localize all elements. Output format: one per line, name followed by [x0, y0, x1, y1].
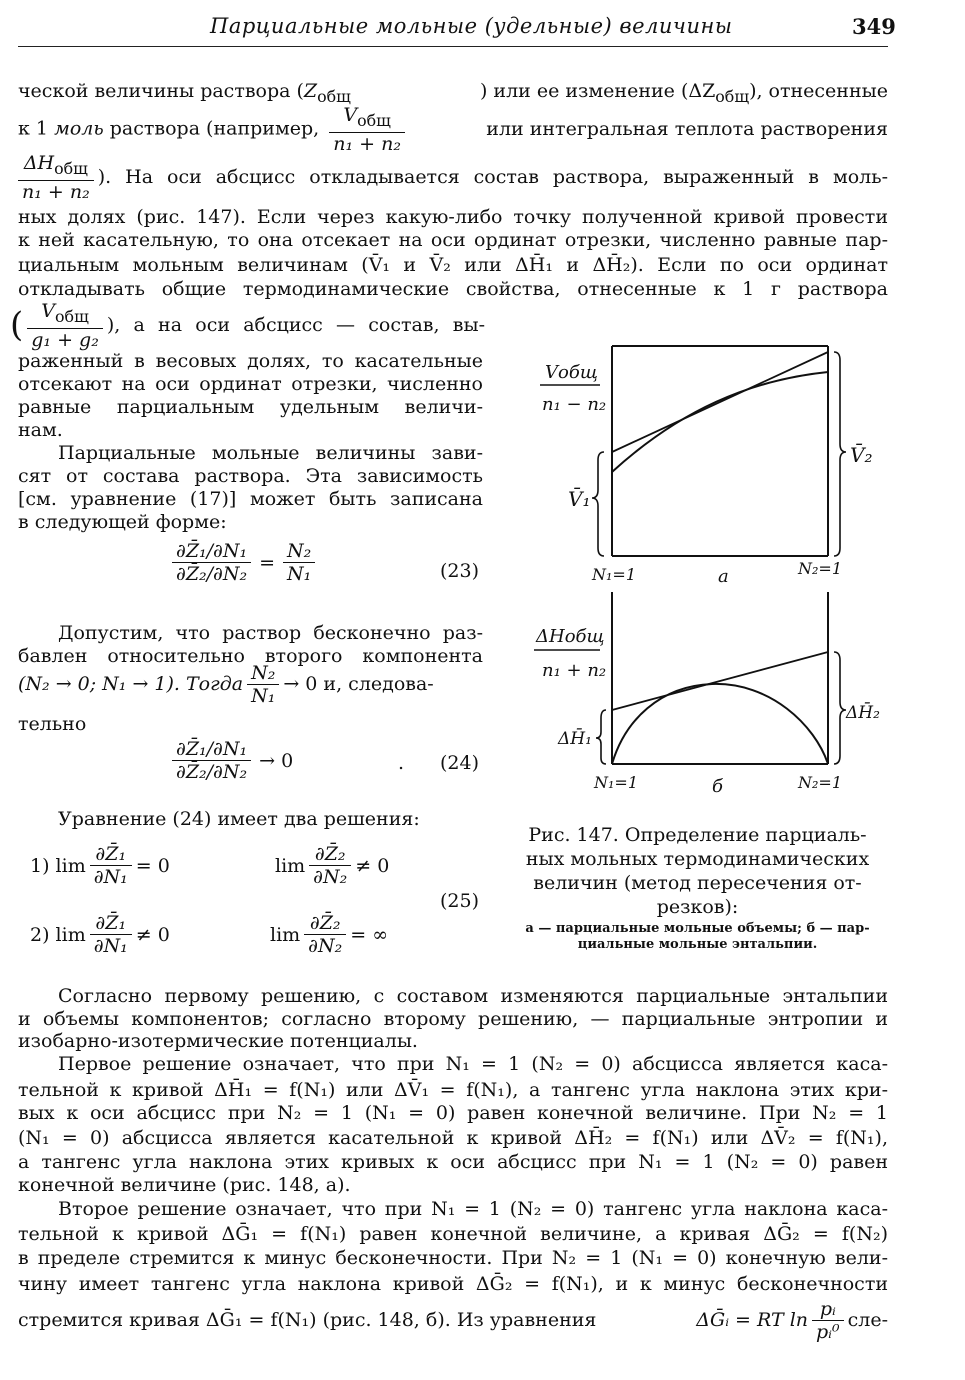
para5-line-2: и объемы компонентов; согласно второму решению, — парциальные энтропии и — [18, 1008, 888, 1030]
fig-a-v1-label: V̄₁ — [568, 487, 591, 511]
para7-line-3: в пределе стремится к минус бесконечности. При N₂ = 1 (N₁ = 0) конечную вели- — [18, 1247, 888, 1269]
para2-line-3: [см. уравнение (17)] может быть записана — [18, 488, 483, 510]
fig-a-n1-label: N₁=1 — [592, 565, 636, 584]
equation-24: $\frac{\text{∂Z̄₁/∂N₁}}{\text{∂Z̄₂/∂N₂}}$ → 0 — [168, 738, 293, 783]
caption-line-3: величин (метод пересечения от- — [533, 872, 862, 894]
para5-line-3: изобарно-изотермические потенциалы. — [18, 1030, 418, 1052]
para2-line-2: сят от состава раствора. Эта зависимость — [18, 465, 483, 487]
subcaption-line-1: а — парциальные мольные объемы; б — пар- — [525, 921, 870, 936]
intro-line-1-text: ческой величины раствора ($Z_{общ}$ — [18, 80, 351, 106]
fig-b-brace-h2 — [834, 652, 846, 764]
fig-a-tangent — [612, 352, 828, 452]
para6-line-1: Первое решение означает, что при N₁ = 1 (N₂ = 0) абсцисса является каса- — [58, 1053, 888, 1075]
para6-line-2: тельной к кривой ΔH̄₁ = f(N₁) или ΔV̄₁ = f(N₁), а тангенс угла наклона этих кри- — [18, 1079, 888, 1101]
para2-line-4: в следующей форме: — [18, 511, 227, 533]
caption-line-4: резков): — [656, 896, 739, 918]
intro-line-4: ных долях (рис. 147). Если через какую-либо точку полученной кривой провести — [18, 206, 888, 228]
fig-b-ylabel-den: n₁ + n₂ — [542, 660, 607, 681]
fig-b-h2-label: ΔH̄₂ — [846, 703, 880, 723]
figure-147b — [596, 592, 846, 764]
header-rule — [18, 46, 888, 47]
subcaption-line-2: циальные мольные энтальпии. — [577, 937, 818, 952]
fig-a-curve — [612, 372, 828, 472]
intro-line-9: раженный в весовых долях, то касательные — [18, 350, 483, 372]
intro-line-2: к 1 моль раствора (например, $\frac{V_{общ}}{\text{n₁ + n₂}}$ или интегральная теплота растворения — [18, 104, 888, 155]
para7-line-4: чину имеет тангенс угла наклона кривой ΔḠ₂ = f(N₁), и к минус бесконечности — [18, 1273, 888, 1295]
intro-line-12: нам. — [18, 419, 63, 441]
fraction-dh-n1n2: $\frac{\Delta H_{общ}}{\text{n₁ + n₂}}$ — [18, 152, 94, 203]
fig-a-brace-v2 — [834, 352, 846, 556]
equation-23: $\frac{\text{∂Z̄₁/∂N₁}}{\text{∂Z̄₂/∂N₂}}$ = $\frac{\text{N₂}}{\text{N₁}}$ — [168, 540, 319, 585]
caption-line-1: Рис. 147. Определение парциаль- — [528, 824, 867, 846]
intro-line-8: ( $\frac{V_{общ}}{\text{g₁ + g₂}}$ ), а на оси абсцисс — состав, вы- — [10, 300, 485, 351]
equation-25-row-1a: 1) lim $\frac{\text{∂Z̄₁}}{\text{∂N₁}}$ = 0 — [30, 843, 170, 888]
intro-line-5: к ней касательную, то она отсекает на оси ординат отрезки, численно равные пар- — [18, 229, 888, 251]
para6-line-5: а тангенс угла наклона этих кривых к оси абсцисс при N₁ = 1 (N₂ = 0) равен — [18, 1151, 888, 1173]
figure-147a — [592, 346, 846, 556]
caption-line-2: ных мольных термодинамических — [525, 848, 870, 870]
fig-a-letter: a — [718, 566, 729, 587]
figure-subcaption — [505, 921, 890, 953]
para3-line-1: Допустим, что раствор бесконечно раз- — [58, 622, 483, 644]
intro-line-6: циальным мольным величинам (V̄₁ и V̄₂ или ΔH̄₁ и ΔH̄₂). Если по оси ординат — [18, 254, 888, 276]
fig-b-brace-h1 — [596, 710, 606, 764]
para5-line-1: Согласно первому решению, с составом изменяются парциальные энтальпии — [58, 985, 888, 1007]
intro-line-1b: ) или ее изменение (ΔZ — [479, 80, 716, 102]
equation-24-label: (24) — [440, 752, 480, 774]
fig-a-brace-v1 — [592, 452, 604, 556]
equation-25-label: (25) — [440, 890, 480, 912]
page-number: 349 — [852, 14, 896, 39]
fig-b-n2-label: N₂=1 — [798, 773, 842, 792]
para7-line-2: тельной к кривой ΔḠ₁ = f(N₁) равен конечной величине, а кривая ΔḠ₂ = f(N₂) — [18, 1223, 888, 1245]
fig-b-n1-label: N₁=1 — [594, 773, 638, 792]
intro-line-3: $\frac{\Delta H_{общ}}{\text{n₁ + n₂}}$ ). На оси абсцисс откладывается состав раствора, выраженный в моль- — [18, 152, 888, 203]
intro-line-1: ческой величины раствора ($Z_{общ}$ ) или ее изменение $(\Delta Z_{общ})$, отнесенные — [18, 80, 888, 106]
para4-line-1: Уравнение (24) имеет два решения: — [58, 808, 420, 830]
intro-line-10: отсекают на оси ординат отрезки, численно — [18, 373, 483, 395]
para6-line-6: конечной величине (рис. 148, а). — [18, 1174, 351, 1196]
para3-line-3: (N₂ → 0; N₁ → 1). Тогда $\frac{\text{N₂}}{\text{N₁}}$ → 0 и, следова- — [18, 662, 434, 707]
fraction-vobsh-n1n2: $\frac{V_{общ}}{\text{n₁ + n₂}}$ — [329, 104, 405, 155]
equation-25-row-2b: lim $\frac{\text{∂Z̄₂}}{\text{∂N₂}}$ = ∞ — [270, 912, 389, 957]
para2-line-1: Парциальные мольные величины зави- — [58, 442, 483, 464]
fig-a-ylabel-den: n₁ − n₂ — [542, 394, 607, 415]
running-header-title: Парциальные мольные (удельные) величины — [210, 14, 733, 38]
fig-a-n2-label: N₂=1 — [798, 559, 842, 578]
fig-b-curve — [612, 684, 828, 764]
fig-b-h1-label: ΔH̄₁ — [558, 729, 592, 749]
para6-line-4: (N₁ = 0) абсцисса является касательной к кривой ΔH̄₂ = f(N₁) или ΔV̄₂ = f(N₁), — [18, 1127, 888, 1149]
para3-line-4: тельно — [18, 713, 87, 735]
fig-b-letter: б — [712, 776, 723, 797]
figure-caption — [505, 823, 890, 919]
figure-147 — [500, 330, 900, 820]
para6-line-3: вых к оси абсцисс при N₂ = 1 (N₁ = 0) равен конечной величине. При N₂ = 1 — [18, 1102, 888, 1124]
para7-line-5: стремится кривая ΔḠ₁ = f(N₁) (рис. 148, б). Из уравнения ΔḠᵢ = RT ln $\frac{\text{pᵢ}}{\text{pᵢ⁰}}$ сле- — [18, 1298, 888, 1343]
intro-line-7: откладывать общие термодинамические свойства, отнесенные к 1 г раствора — [18, 278, 888, 300]
equation-23-label: (23) — [440, 560, 480, 582]
intro-line-11: равные парциальным удельным величи- — [18, 396, 483, 418]
equation-24-dot: . — [398, 752, 405, 774]
fig-b-ylabel-num: ΔHобщ — [536, 626, 605, 647]
fig-b-tangent — [612, 652, 828, 710]
fig-a-ylabel-num: Vобщ — [545, 362, 598, 383]
fraction-vobsh-g1g2: $\frac{V_{общ}}{\text{g₁ + g₂}}$ — [27, 300, 103, 351]
para7-line-1: Второе решение означает, что при N₁ = 1 (N₂ = 0) тангенс угла наклона каса- — [58, 1198, 888, 1220]
figure-147a-labels — [540, 362, 872, 587]
fig-a-v2-label: V̄₂ — [850, 443, 873, 467]
para3-line-2: бавлен относительно второго компонента — [18, 645, 483, 667]
equation-25-row-2a: 2) lim $\frac{\text{∂Z̄₁}}{\text{∂N₁}}$ ≠ 0 — [30, 912, 170, 957]
equation-25-row-1b: lim $\frac{\text{∂Z̄₂}}{\text{∂N₂}}$ ≠ 0 — [275, 843, 390, 888]
